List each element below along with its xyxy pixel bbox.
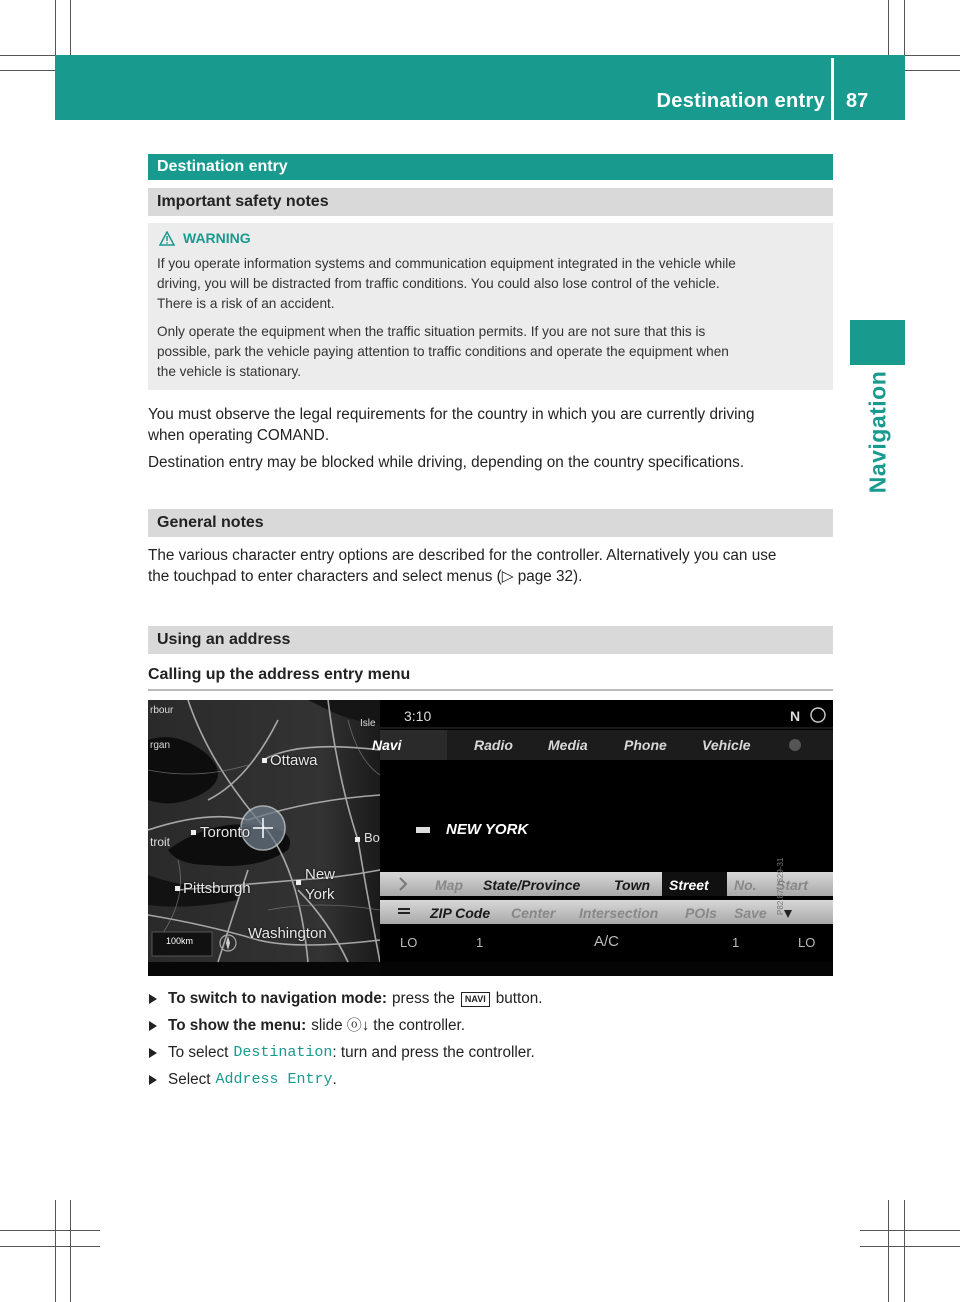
section-heading-general-notes: General notes bbox=[148, 509, 833, 537]
warning-label: WARNING bbox=[183, 230, 251, 246]
crop-mark bbox=[860, 1246, 960, 1247]
step-text: Select bbox=[168, 1071, 211, 1088]
image-code: P82.87-1629-31 bbox=[776, 857, 785, 915]
step-text: the controller. bbox=[373, 1017, 466, 1034]
bar-item-map: Map bbox=[435, 877, 463, 893]
side-chapter-label: Navigation bbox=[864, 370, 891, 494]
body-paragraph-blocked bbox=[148, 452, 838, 473]
header-separator bbox=[831, 58, 834, 120]
map-edge-label: rbour bbox=[150, 705, 174, 716]
warning-line: possible, park the vehicle paying attention to traffic conditions and operate the equipment when bbox=[157, 344, 729, 359]
bar-item-number: No. bbox=[734, 877, 757, 893]
menu-code-address-entry: Address Entry bbox=[215, 1071, 333, 1088]
step-arrow-icon bbox=[149, 1075, 157, 1085]
menu-item-vehicle: Vehicle bbox=[702, 737, 751, 753]
clock: 3:10 bbox=[404, 708, 432, 724]
step-text: button. bbox=[495, 990, 543, 1007]
map-city-label: Pittsburgh bbox=[183, 880, 251, 897]
crop-mark bbox=[860, 1230, 960, 1231]
warning-line: driving, you will be distracted from traffic conditions. You could also lose control of the vehicle. bbox=[157, 276, 720, 291]
bar-item-intersection: Intersection bbox=[579, 905, 659, 921]
comand-screen-image bbox=[148, 700, 833, 976]
step-item bbox=[148, 1070, 337, 1090]
body-paragraph-general bbox=[148, 545, 838, 587]
step-text: To select bbox=[168, 1044, 229, 1061]
bar-item-start: Start bbox=[776, 877, 808, 893]
map-scale: 100km bbox=[166, 936, 194, 946]
climate-left-temp: LO bbox=[400, 935, 418, 950]
step-arrow-icon bbox=[149, 1048, 157, 1058]
bar-item-pois: POIs bbox=[685, 905, 717, 921]
menu-item-navi: Navi bbox=[372, 737, 402, 753]
climate-fan-left: 1 bbox=[476, 935, 484, 950]
bar-item-save: Save bbox=[734, 905, 767, 921]
menu-item-media: Media bbox=[548, 737, 588, 753]
menu-code-destination: Destination bbox=[233, 1044, 333, 1061]
step-item bbox=[148, 989, 543, 1009]
bar-item-town: Town bbox=[614, 877, 651, 893]
bar-item-center: Center bbox=[511, 905, 556, 921]
crop-mark bbox=[0, 1246, 100, 1247]
step-text: : turn and press the controller. bbox=[332, 1044, 535, 1061]
map-edge-label: Isle bbox=[360, 718, 376, 729]
body-line: The various character entry options are described for the controller. Alternatively you can use bbox=[148, 547, 777, 564]
section-heading-safety-notes: Important safety notes bbox=[148, 188, 833, 216]
crop-mark bbox=[0, 1230, 100, 1231]
map-city-label: Ottawa bbox=[270, 752, 318, 769]
map-city-label: New bbox=[305, 866, 336, 883]
bar-item-state: State/Province bbox=[483, 877, 581, 893]
warning-line: the vehicle is stationary. bbox=[157, 364, 302, 379]
crop-mark bbox=[904, 1200, 905, 1302]
navi-key-icon: NAVI bbox=[461, 992, 490, 1007]
bar-item-street: Street bbox=[669, 877, 709, 893]
destination-name: NEW YORK bbox=[446, 821, 529, 838]
compass-heading: N bbox=[790, 708, 801, 724]
climate-fan-right: 1 bbox=[732, 935, 740, 950]
section-heading-using-address: Using an address bbox=[148, 626, 833, 654]
step-arrow-icon bbox=[149, 994, 157, 1004]
step-text: press the bbox=[391, 990, 455, 1007]
side-tab bbox=[850, 320, 905, 365]
body-line: when operating COMAND. bbox=[148, 427, 330, 444]
warning-line: If you operate information systems and communication equipment integrated in the vehicle while bbox=[157, 256, 736, 271]
step-bold: To switch to navigation mode: bbox=[168, 990, 387, 1007]
body-line: Destination entry may be blocked while driving, depending on the country specifications. bbox=[148, 454, 745, 471]
warning-line: There is a risk of an accident. bbox=[157, 296, 335, 311]
climate-right-temp: LO bbox=[798, 935, 816, 950]
map-city-label: Washington bbox=[248, 925, 327, 942]
header-title: Destination entry bbox=[656, 90, 825, 112]
map-city-label: Toronto bbox=[200, 824, 251, 841]
map-edge-label: Bo bbox=[364, 830, 380, 845]
controller-slide-icon: ⓞ↓ bbox=[346, 1017, 370, 1034]
divider bbox=[148, 689, 833, 691]
warning-triangle-icon bbox=[159, 231, 175, 246]
step-item bbox=[148, 1016, 465, 1036]
subheading-address-menu: Calling up the address entry menu bbox=[148, 666, 411, 683]
step-bold: To show the menu: bbox=[168, 1017, 307, 1034]
step-text: . bbox=[332, 1071, 337, 1088]
step-text: slide bbox=[311, 1017, 343, 1034]
crop-mark bbox=[70, 1200, 71, 1302]
step-item bbox=[148, 1043, 535, 1063]
menu-item-radio: Radio bbox=[474, 737, 513, 753]
bar-item-zip: ZIP Code bbox=[430, 905, 491, 921]
warning-line: Only operate the equipment when the traffic situation permits. If you are not sure that this is bbox=[157, 324, 706, 339]
crop-mark bbox=[888, 1200, 889, 1302]
body-paragraph-legal bbox=[148, 404, 838, 446]
step-arrow-icon bbox=[149, 1021, 157, 1031]
climate-ac: A/C bbox=[594, 933, 620, 950]
body-line: You must observe the legal requirements for the country in which you are currently driving bbox=[148, 406, 755, 423]
section-heading-destination-entry: Destination entry bbox=[148, 154, 833, 180]
warning-title bbox=[159, 230, 251, 246]
crop-mark bbox=[55, 1200, 56, 1302]
map-edge-label: troit bbox=[150, 835, 171, 849]
warning-paragraph bbox=[157, 322, 829, 382]
body-line: the touchpad to enter characters and select menus (▷ page 32). bbox=[148, 568, 583, 585]
page-number: 87 bbox=[846, 90, 869, 112]
warning-paragraph bbox=[157, 254, 829, 314]
map-city-label: York bbox=[305, 886, 335, 903]
menu-item-phone: Phone bbox=[624, 737, 667, 753]
map-edge-label: rgan bbox=[150, 740, 171, 751]
